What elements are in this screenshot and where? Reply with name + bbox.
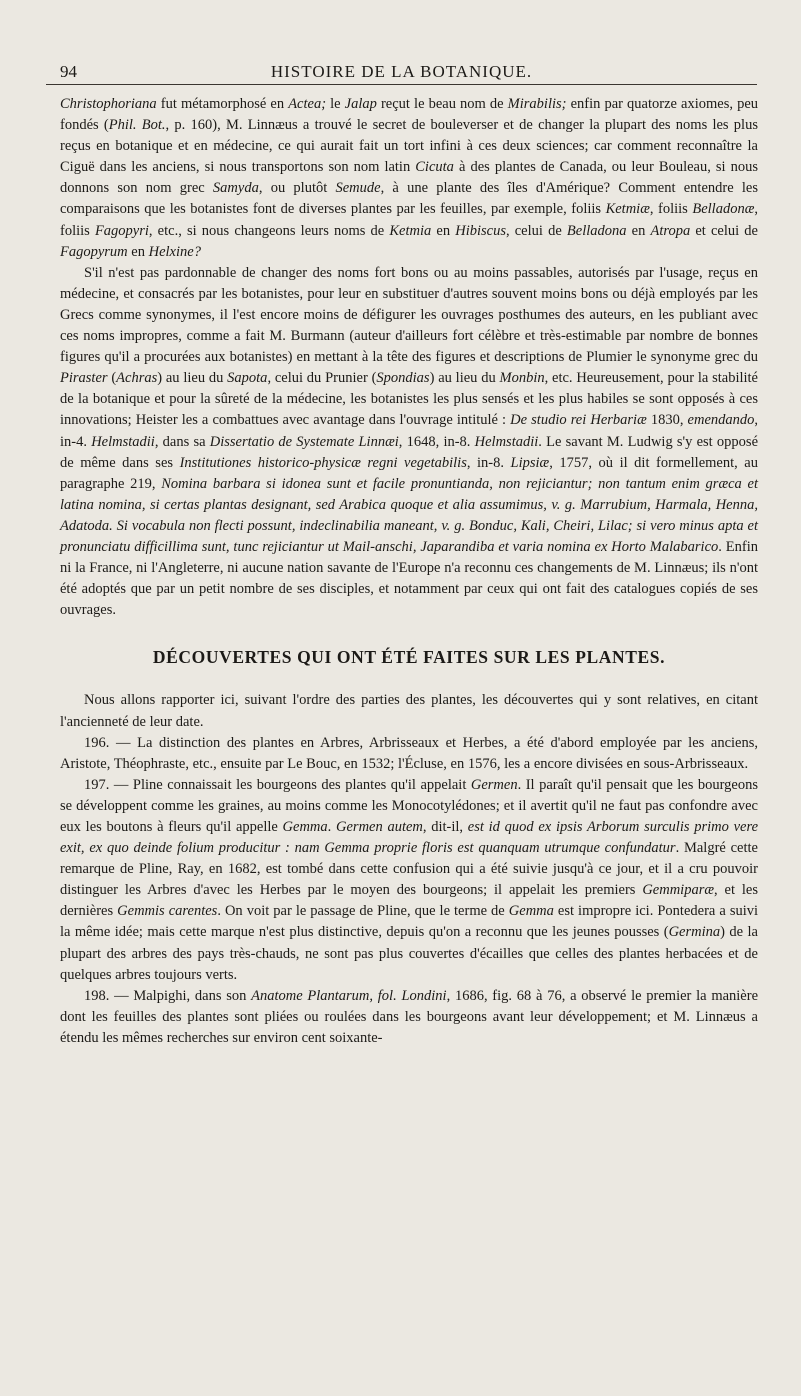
paragraph: 196. — La distinction des plantes en Arbres, Arbrisseaux et Herbes, a été d'abord employée par les anciens, Aristote, Théophraste, etc., ensuite par Le Bouc, en 1532; l'Écluse, en 1576, les a encore divisées en sous-Arbrisseaux. — [60, 734, 758, 772]
running-head — [46, 62, 757, 85]
page-number: 94 — [60, 62, 77, 81]
paragraph: 198. — Malpighi, dans son Anatome Plantarum, fol. Londini, 1686, fig. 68 à 76, a observé le premier la manière dont les feuilles des plantes sont pliées ou roulées dans les bourgeons avant leur développement; et M. Linnæus a étendu les mêmes recherches sur environ cent soixante- — [60, 987, 759, 1046]
paragraph: S'il n'est pas pardonnable de changer des noms fort bons ou au moins passables, autorisés par l'usage, reçus en médecine, et consacrés par les botanistes, pour leur en substituer d'autres souvent moins bons ou déjà employés par les Grecs comme synonymes, il l'est encore moins de défigurer les ouvrages posthumes des auteurs, en les publiant avec ces noms impropres, comme a fait M. Burmann (auteur d'ailleurs fort célèbre et très-estimable par nombre de bonnes figures qu'il a procurées aux botanistes) en mettant à la tête des figures et descriptions de Plumier le synonyme grec du Piraster (Achras) au lieu du Sapota, celui du Prunier (Spondias) au lieu du Monbin, etc. Heureusement, pour la stabilité de la botanique et pour la sûreté de la médecine, les botanistes les plus sensés et les plus habiles se sont opposés à ces innovations; Heister les a combattues avec avantage dans l'ouvrage intitulé : De studio rei Herbariæ 1830, emendando, in-4. Helmstadii, dans sa Dissertatio de Systemate Linnæi, 1648, in-8. Helmstadii. Le savant M. Ludwig s'y est opposé de même dans ses Institutiones historico-physicæ regni vegetabilis, in-8. Lipsiæ, 1757, où il dit formellement, au paragraphe 219, Nomina barbara si idonea sunt et facile pronuntianda, non rejiciantur; non tantum enim græca et latina nomina, si certas plantas designant, sed Arabica quoque et alia assumimus, v. g. Marrubium, Harmala, Henna, Adatoda. Si vocabula non flecti possunt, indeclinabilia maneant, v. g. Bonduc, Kali, Cheiri, Lilac; si vero minus apta et pronunciatu difficillima sunt, tunc rejiciantur ut Mail-anschi, Japarandiba et varia nomina ex Horto Malabarico. Enfin ni la France, ni l'Angleterre, ni aucune nation savante de l'Europe n'a reconnu ces changements de M. Linnæus; ils n'ont été adoptés que par un petit nombre de ses disciples, et notamment par ceux qui ont fait des catalogues copiés de ses ouvrages. — [60, 264, 759, 619]
paragraph: Christophoriana fut métamorphosé en Actea; le Jalap reçut le beau nom de Mirabilis; enfin par quatorze axiomes, peu fondés (Phil. Bot., p. 160), M. Linnæus a trouvé le secret de bouleverser et de changer la plupart des noms les plus reçus en botanique et en médecine, ce qui aurait fait un tort infini à ces deux sciences; car comment reconnaître la Ciguë dans les anciens, si nous transportons son nom latin Cicuta à des plantes de Canada, ou leur Bouleau, si nous donnons son nom grec Samyda, ou plutôt Semude, à une plante des îles d'Amérique? Comment entendre les comparaisons que les botanistes font de diverses plantes par les feuilles, par exemple, foliis Ketmiæ, foliis Belladonæ, foliis Fagopyri, etc., si nous changeons leurs noms de Ketmia en Hibiscus, celui de Belladona en Atropa et celui de Fagopyrum en Helxine? — [60, 96, 759, 260]
section-heading: DÉCOUVERTES QUI ONT ÉTÉ FAITES SUR LES PLANTES. — [152, 647, 666, 668]
paragraph: 197. — Pline connaissait les bourgeons des plantes qu'il appelait Germen. Il paraît qu'il pensait que les bourgeons se développent comme les graines, au moins comme les Monocotylédones; et il avertit qu'il ne faut pas confondre avec eux les boutons à fleurs qu'il appelle Gemma. Germen autem, dit-il, est id quod ex ipsis Arborum surculis primo vere exit, ex quo deinde folium producitur : nam Gemma proprie floris est quanquam utrumque confundatur. Malgré cette remarque de Pline, Ray, en 1682, est tombé dans cette confusion qui a été suivie jusqu'à ce jour, et il a cru pouvoir distinguer les Arbres d'avec les Herbes par le moyen des bourgeons; il appelait les premiers Gemmiparæ, et les dernières Gemmis carentes. On voit par le passage de Pline, que le terme de Gemma est impropre ici. Pontedera a suivi la même idée; mais cette marque n'est plus distinctive, depuis qu'on a reconnu que les jeunes pousses (Germina) de la plupart des arbres des pays très-chauds, ne sont pas plus couvertes d'écailles que celles des plantes herbacées et de quelques arbres toujours verts. — [60, 776, 759, 983]
paragraph: Nous allons rapporter ici, suivant l'ordre des parties des plantes, les découvertes qui y sont relatives, en citant l'ancienneté de leur date. — [60, 692, 758, 730]
running-title: HISTOIRE DE LA BOTANIQUE. — [270, 62, 533, 81]
body-text — [60, 94, 758, 1049]
